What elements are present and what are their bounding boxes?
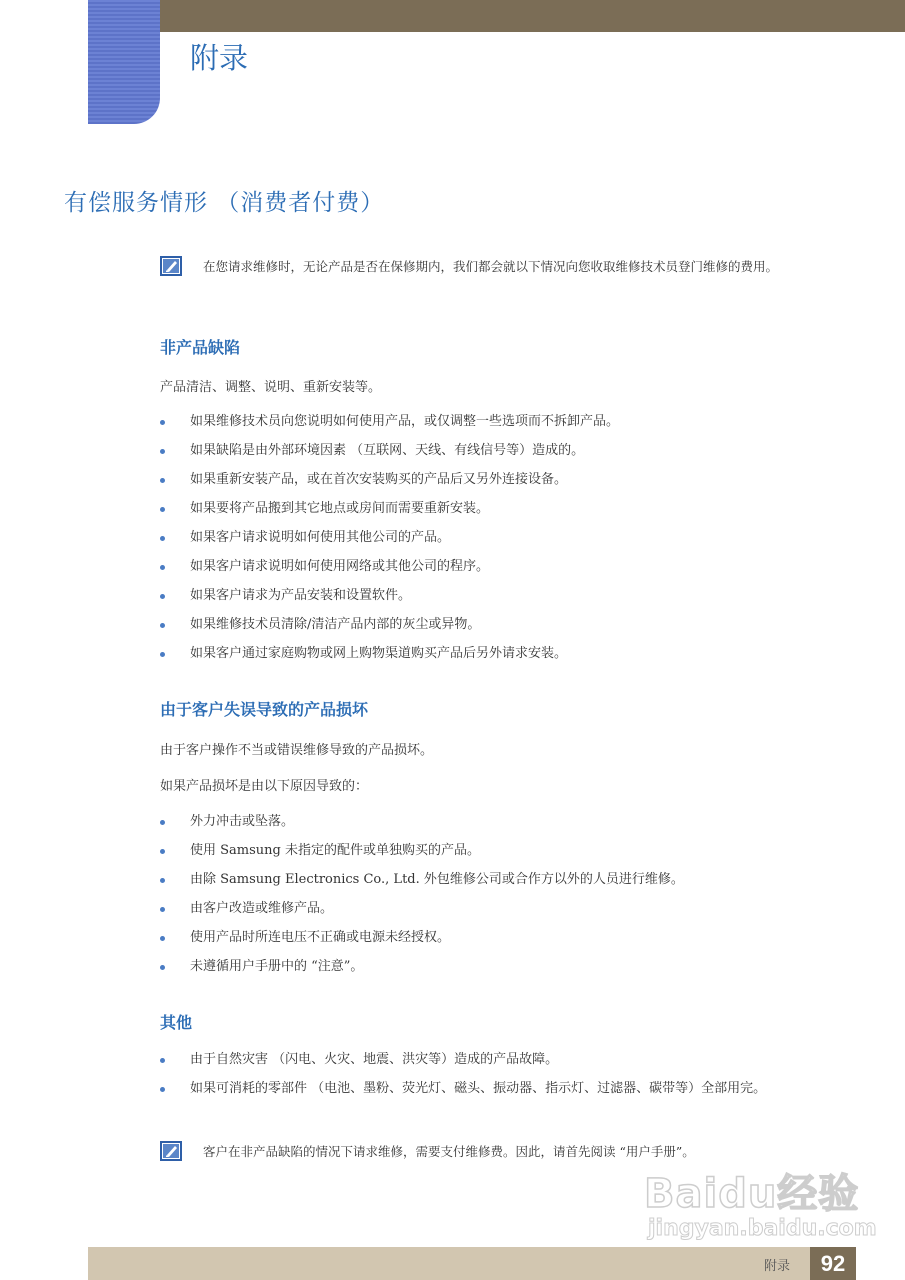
list-item bbox=[160, 411, 840, 440]
list-item-text: 如果可消耗的零部件 （电池、墨粉、荧光灯、磁头、振动器、指示灯、过滤器、碳带等）全部用完。 bbox=[190, 1081, 767, 1096]
header-bar bbox=[160, 0, 905, 32]
list-item-text: 外力冲击或坠落。 bbox=[190, 814, 295, 829]
list-item-text: 由于自然灾害 （闪电、火灾、地震、洪灾等）造成的产品故障。 bbox=[190, 1052, 559, 1067]
list-item-text: 由客户改造或维修产品。 bbox=[190, 901, 334, 916]
bullet-dot bbox=[160, 420, 165, 425]
bullet-dot bbox=[160, 565, 165, 570]
watermark-url: jingyan.baidu.com bbox=[648, 1216, 877, 1241]
list-item bbox=[160, 956, 840, 985]
chapter-title: 附录 bbox=[190, 41, 249, 75]
list-item bbox=[160, 498, 840, 527]
list-item bbox=[160, 469, 840, 498]
bullet-dot bbox=[160, 536, 165, 541]
list-item bbox=[160, 898, 840, 927]
list-item-text: 如果客户请求为产品安装和设置软件。 bbox=[190, 588, 412, 603]
list-item-text: 使用产品时所连电压不正确或电源未经授权。 bbox=[190, 930, 451, 945]
bullet-list-other bbox=[160, 1049, 840, 1126]
section-paragraph: 产品清洁、调整、说明、重新安装等。 bbox=[160, 380, 382, 395]
bullet-dot bbox=[160, 907, 165, 912]
list-item-text: 如果缺陷是由外部环境因素 （互联网、天线、有线信号等）造成的。 bbox=[190, 443, 585, 458]
list-item-text: 如果客户请求说明如何使用网络或其他公司的程序。 bbox=[190, 559, 490, 574]
section-paragraph: 如果产品损坏是由以下原因导致的： bbox=[160, 779, 369, 794]
list-item bbox=[160, 840, 840, 869]
baidu-watermark bbox=[640, 1162, 877, 1247]
bullet-dot bbox=[160, 623, 165, 628]
list-item bbox=[160, 643, 840, 672]
list-item-text: 由除 Samsung Electronics Co., Ltd. 外包维修公司或合作方以外的人员进行维修。 bbox=[190, 872, 684, 887]
list-item-text: 如果要将产品搬到其它地点或房间而需要重新安装。 bbox=[190, 501, 490, 516]
note-icon bbox=[160, 256, 182, 276]
bullet-dot bbox=[160, 965, 165, 970]
bullet-dot bbox=[160, 849, 165, 854]
bullet-list-non-defect bbox=[160, 411, 840, 672]
bullet-dot bbox=[160, 652, 165, 657]
bullet-dot bbox=[160, 1058, 165, 1063]
list-item bbox=[160, 811, 840, 840]
chapter-tab bbox=[88, 0, 160, 124]
list-item bbox=[160, 585, 840, 614]
list-item bbox=[160, 440, 840, 469]
bullet-dot bbox=[160, 878, 165, 883]
list-item bbox=[160, 614, 840, 643]
page-title: 有偿服务情形 （消费者付费） bbox=[64, 190, 385, 216]
note-icon bbox=[160, 1141, 182, 1161]
list-item-text: 如果维修技术员清除/清洁产品内部的灰尘或异物。 bbox=[190, 617, 481, 632]
bullet-dot bbox=[160, 820, 165, 825]
list-item-text: 如果重新安装产品，或在首次安装购买的产品后又另外连接设备。 bbox=[190, 472, 568, 487]
section-paragraph: 由于客户操作不当或错误维修导致的产品损坏。 bbox=[160, 743, 434, 758]
list-item-text: 如果客户请求说明如何使用其他公司的产品。 bbox=[190, 530, 451, 545]
footer-bar bbox=[88, 1247, 810, 1280]
bullet-dot bbox=[160, 594, 165, 599]
watermark-brand: Baidu经验 bbox=[644, 1171, 860, 1217]
list-item-text: 如果客户通过家庭购物或网上购物渠道购买产品后另外请求安装。 bbox=[190, 646, 568, 661]
list-item-text: 未遵循用户手册中的 “注意”。 bbox=[190, 959, 364, 974]
list-item bbox=[160, 527, 840, 556]
page-number: 92 bbox=[810, 1247, 856, 1280]
bullet-list-customer-fault bbox=[160, 811, 840, 985]
bullet-dot bbox=[160, 507, 165, 512]
footer-chapter-label: 附录 bbox=[764, 1259, 791, 1274]
section-heading-other: 其他 bbox=[160, 1013, 193, 1032]
section-heading-non-defect: 非产品缺陷 bbox=[160, 338, 241, 357]
section-heading-customer-fault: 由于客户失误导致的产品损坏 bbox=[160, 700, 369, 719]
bullet-dot bbox=[160, 1087, 165, 1092]
list-item bbox=[160, 927, 840, 956]
list-item bbox=[160, 869, 840, 898]
list-item bbox=[160, 1049, 840, 1078]
list-item bbox=[160, 1078, 840, 1126]
list-item-text: 如果维修技术员向您说明如何使用产品，或仅调整一些选项而不拆卸产品。 bbox=[190, 414, 620, 429]
list-item-text: 使用 Samsung 未指定的配件或单独购买的产品。 bbox=[190, 843, 480, 858]
bullet-dot bbox=[160, 936, 165, 941]
bullet-dot bbox=[160, 449, 165, 454]
bullet-dot bbox=[160, 478, 165, 483]
closing-note-text: 客户在非产品缺陷的情况下请求维修，需要支付维修费。因此，请首先阅读 “用户手册”。 bbox=[203, 1144, 695, 1159]
list-item bbox=[160, 556, 840, 585]
intro-note-text: 在您请求维修时，无论产品是否在保修期内，我们都会就以下情况向您收取维修技术员登门维修的费用。 bbox=[203, 259, 779, 274]
